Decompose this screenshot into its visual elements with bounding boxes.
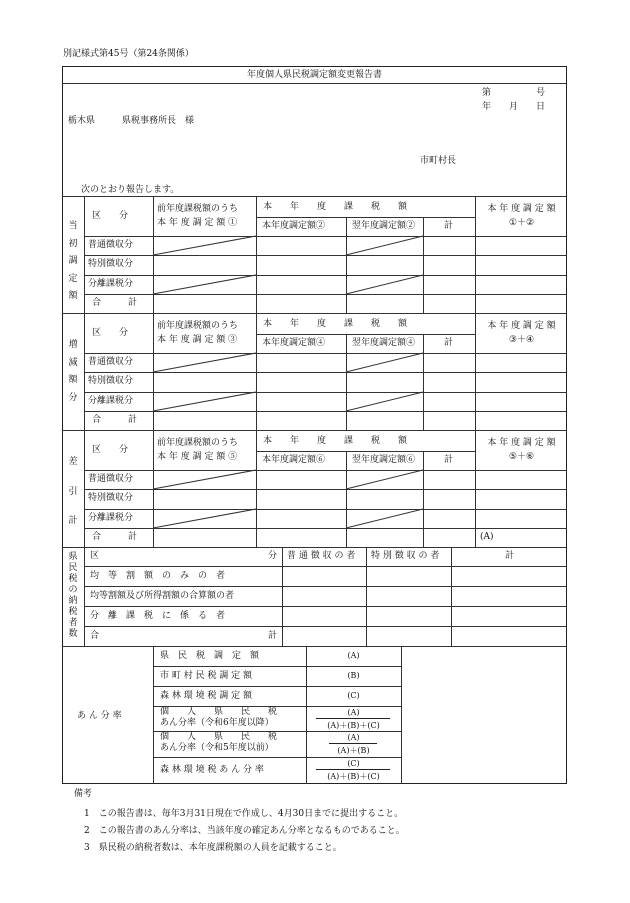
ratio-r4-num: (A) xyxy=(347,708,360,717)
section-label-toushou: 当 初 調 定 額 xyxy=(68,221,78,302)
row-tokubetsu: 特別徴収分 xyxy=(88,376,134,386)
header-honnendo: 本 年 度 課 税 額 xyxy=(263,436,408,446)
intro-text: 次のとおり報告します。 xyxy=(81,185,180,195)
note-2: 2 この報告書のあん分率は、当該年度の確定あん分率となるものであること。 xyxy=(84,826,405,836)
header-total: 本 年 度 調 定 額 xyxy=(487,204,556,214)
row-futsu: 普通徴収分 xyxy=(88,474,134,484)
row-futsu: 普通徴収分 xyxy=(88,357,134,367)
header-sub2: 翌年度調定額② xyxy=(352,221,416,231)
ratio-r5-b: あん分率（令和5年度以前） xyxy=(160,743,274,753)
ratio-r6-num: (C) xyxy=(347,759,360,768)
ratio-r4-b: あん分率（令和6年度以降） xyxy=(160,718,274,728)
header-sub1: 本年度調定額④ xyxy=(262,338,326,348)
header-sub1: 本年度調定額② xyxy=(262,221,326,231)
ratio-r5-den: (A)＋(B) xyxy=(337,746,370,755)
header-prev: 前年度課税額のうち xyxy=(157,204,239,214)
tp-bun: 分 xyxy=(268,551,278,561)
section-label-zougen: 増 減 額 分 xyxy=(68,340,78,403)
ratio-r5-num: (A) xyxy=(347,733,360,742)
ratio-label: あ ん 分 率 xyxy=(77,711,122,721)
row-goukei: 合 計 xyxy=(92,415,138,425)
header-sub1: 本年度調定額⑥ xyxy=(262,455,326,465)
header-kei: 計 xyxy=(444,221,454,231)
tp-row4-b: 計 xyxy=(268,631,278,641)
section-label-taxpayers: 県 民 税 の 納 税 者 数 xyxy=(68,552,78,639)
ratio-r4-den: (A)＋(B)＋(C) xyxy=(327,721,380,730)
header-kei: 計 xyxy=(444,455,454,465)
row-bunri: 分離課税分 xyxy=(88,513,134,523)
form-id: 別記様式第45号（第24条関係） xyxy=(63,49,194,59)
row-goukei: 合 計 xyxy=(92,298,138,308)
header-kei: 計 xyxy=(444,338,454,348)
report-date: 年 月 日 xyxy=(482,102,546,112)
tp-row3: 分 離 課 税 に 係 る 者 xyxy=(90,611,226,621)
header-total-formula: ③＋④ xyxy=(508,335,535,345)
notes-head: 備考 xyxy=(74,789,93,799)
ratio-r1: 県 民 税 調 定 額 xyxy=(160,651,260,661)
note-3: 3 県民税の納税者数は、本年度課税額の人員を記載すること。 xyxy=(84,843,342,853)
tp-row4-a: 合 xyxy=(90,631,100,641)
header-sub2: 翌年度調定額④ xyxy=(352,338,416,348)
row-bunri: 分離課税分 xyxy=(88,396,134,406)
report-number: 第 号 xyxy=(482,88,546,98)
tp-row1: 均 等 割 額 の み の 者 xyxy=(90,571,226,581)
section-label-sahiki: 差 引 計 xyxy=(68,457,78,527)
header-prev-2: 本 年 度 調 定 額 ① xyxy=(157,218,238,228)
ratio-r6: 森 林 環 境 税 あ ん 分 率 xyxy=(160,765,264,775)
tp-row2: 均等割額及び所得割額の合算額の者 xyxy=(90,591,235,601)
ratio-r2-mark: (B) xyxy=(347,671,360,680)
ratio-r5-a: 個 人 県 民 税 xyxy=(160,732,278,742)
ratio-r3-mark: (C) xyxy=(347,691,360,700)
mark-a: (A) xyxy=(480,532,494,542)
form-title: 年度個人県民税調定額変更報告書 xyxy=(246,70,382,80)
ratio-r2: 市 町 村 民 税 調 定 額 xyxy=(160,671,253,681)
header-kubun: 区 分 xyxy=(92,445,129,455)
header-honnendo: 本 年 度 課 税 額 xyxy=(263,319,408,329)
header-kubun: 区 分 xyxy=(92,328,129,338)
tp-kei: 計 xyxy=(505,551,515,561)
sender: 市町村長 xyxy=(420,156,457,166)
header-prev: 前年度課税額のうち xyxy=(157,321,239,331)
header-total-formula: ⑤＋⑥ xyxy=(508,452,535,462)
header-honnendo: 本 年 度 課 税 額 xyxy=(263,202,408,212)
header-prev-2: 本 年 度 調 定 額 ③ xyxy=(157,335,238,345)
ratio-r6-den: (A)＋(B)＋(C) xyxy=(327,772,380,781)
tp-tokubetsu: 特 別 徴 収 の 者 xyxy=(371,551,440,561)
header-total: 本 年 度 調 定 額 xyxy=(487,438,556,448)
tp-kubun: 区 xyxy=(90,551,100,561)
row-futsu: 普通徴収分 xyxy=(88,240,134,250)
row-bunri: 分離課税分 xyxy=(88,279,134,289)
ratio-r3: 森 林 環 境 税 調 定 額 xyxy=(160,691,253,701)
note-1: 1 この報告書は、毎年3月31日現在で作成し、4月30日までに提出すること。 xyxy=(84,809,404,819)
header-prev: 前年度課税額のうち xyxy=(157,438,239,448)
ratio-r1-mark: (A) xyxy=(347,651,360,660)
addressee: 栃木県 県税事務所長 様 xyxy=(68,116,195,126)
header-prev-2: 本 年 度 調 定 額 ⑤ xyxy=(157,452,238,462)
row-tokubetsu: 特別徴収分 xyxy=(88,493,134,503)
header-total: 本 年 度 調 定 額 xyxy=(487,321,556,331)
header-sub2: 翌年度調定額⑥ xyxy=(352,455,416,465)
header-total-formula: ①＋② xyxy=(508,218,535,228)
row-tokubetsu: 特別徴収分 xyxy=(88,259,134,269)
header-kubun: 区 分 xyxy=(92,211,129,221)
tp-futsu: 普 通 徴 収 の 者 xyxy=(287,551,356,561)
ratio-r4-a: 個 人 県 民 税 xyxy=(160,707,278,717)
row-goukei: 合 計 xyxy=(92,532,138,542)
